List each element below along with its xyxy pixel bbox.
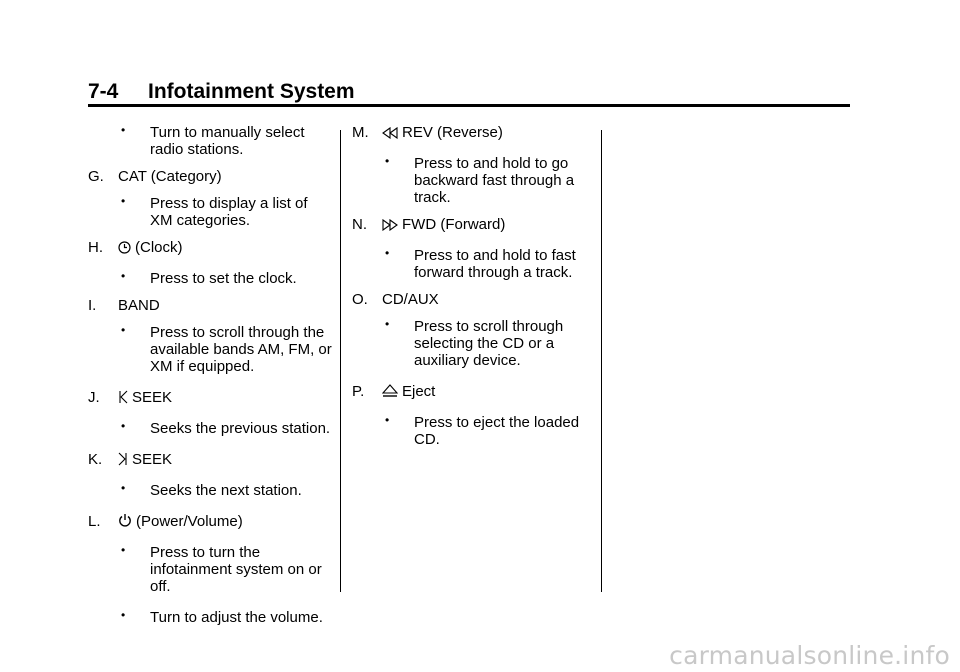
item-h-heading: H. (Clock) (88, 239, 183, 256)
bullet-icon: • (121, 269, 126, 283)
list-item: • Press to eject the loaded CD. (385, 413, 580, 448)
list-item: • Turn to manually select radio stations. (121, 123, 305, 158)
item-i-heading: I. BAND (88, 297, 160, 314)
forward-icon (382, 219, 398, 231)
item-k-heading: K. SEEK (88, 451, 173, 468)
bullet-icon: • (121, 419, 126, 433)
list-item: • Seeks the previous station. (121, 419, 331, 437)
bullet-icon: • (385, 317, 390, 331)
eject-icon (382, 384, 398, 398)
list-item: • Seeks the next station. (121, 481, 302, 499)
column-divider (601, 130, 602, 592)
bullet-icon: • (385, 413, 390, 427)
bullet-icon: • (121, 194, 126, 208)
column-divider (340, 130, 341, 592)
list-item: • Press to turn the infotainment system on or off. (121, 543, 322, 595)
bullet-icon: • (121, 608, 126, 622)
seek-back-icon (118, 390, 128, 404)
bullet-icon: • (385, 246, 390, 260)
right-column (352, 124, 592, 448)
watermark: carmanualsonline.info (669, 641, 950, 670)
list-item: • Press to and hold to fast forward through a track. (385, 246, 576, 281)
bullet-icon: • (121, 481, 126, 495)
left-column (88, 124, 333, 626)
list-item: • Press to and hold to go backward fast through a track. (385, 154, 575, 206)
bullet-icon: • (121, 543, 126, 557)
seek-forward-icon (118, 452, 128, 466)
list-item: • Press to set the clock. (121, 269, 297, 287)
item-p-heading: P. Eject (352, 383, 436, 400)
clock-icon (118, 241, 131, 254)
page-header (88, 80, 850, 104)
item-l-heading: L. (Power/Volume) (88, 513, 243, 530)
item-g-heading: G. CAT (Category) (88, 168, 222, 185)
item-m-heading: M. REV (Reverse) (352, 124, 503, 141)
bullet-icon: • (121, 123, 126, 137)
bullet-icon: • (385, 154, 390, 168)
section-number: 7-4 (88, 80, 119, 103)
reverse-icon (382, 127, 398, 139)
list-item: • Turn to adjust the volume. (121, 608, 323, 626)
item-o-heading: O. CD/AUX (352, 291, 439, 308)
bullet-icon: • (121, 323, 126, 337)
list-item: • Press to scroll through selecting the CD or a auxiliary device. (385, 317, 564, 369)
power-icon (118, 513, 132, 528)
item-n-heading: N. FWD (Forward) (352, 216, 506, 233)
list-item: • Press to scroll through the available bands AM, FM, or XM if equipped. (121, 323, 332, 375)
item-j-heading: J. SEEK (88, 389, 173, 406)
page-title: Infotainment System (148, 80, 355, 103)
header-rule (88, 104, 850, 107)
list-item: • Press to display a list of XM categories. (121, 194, 308, 229)
